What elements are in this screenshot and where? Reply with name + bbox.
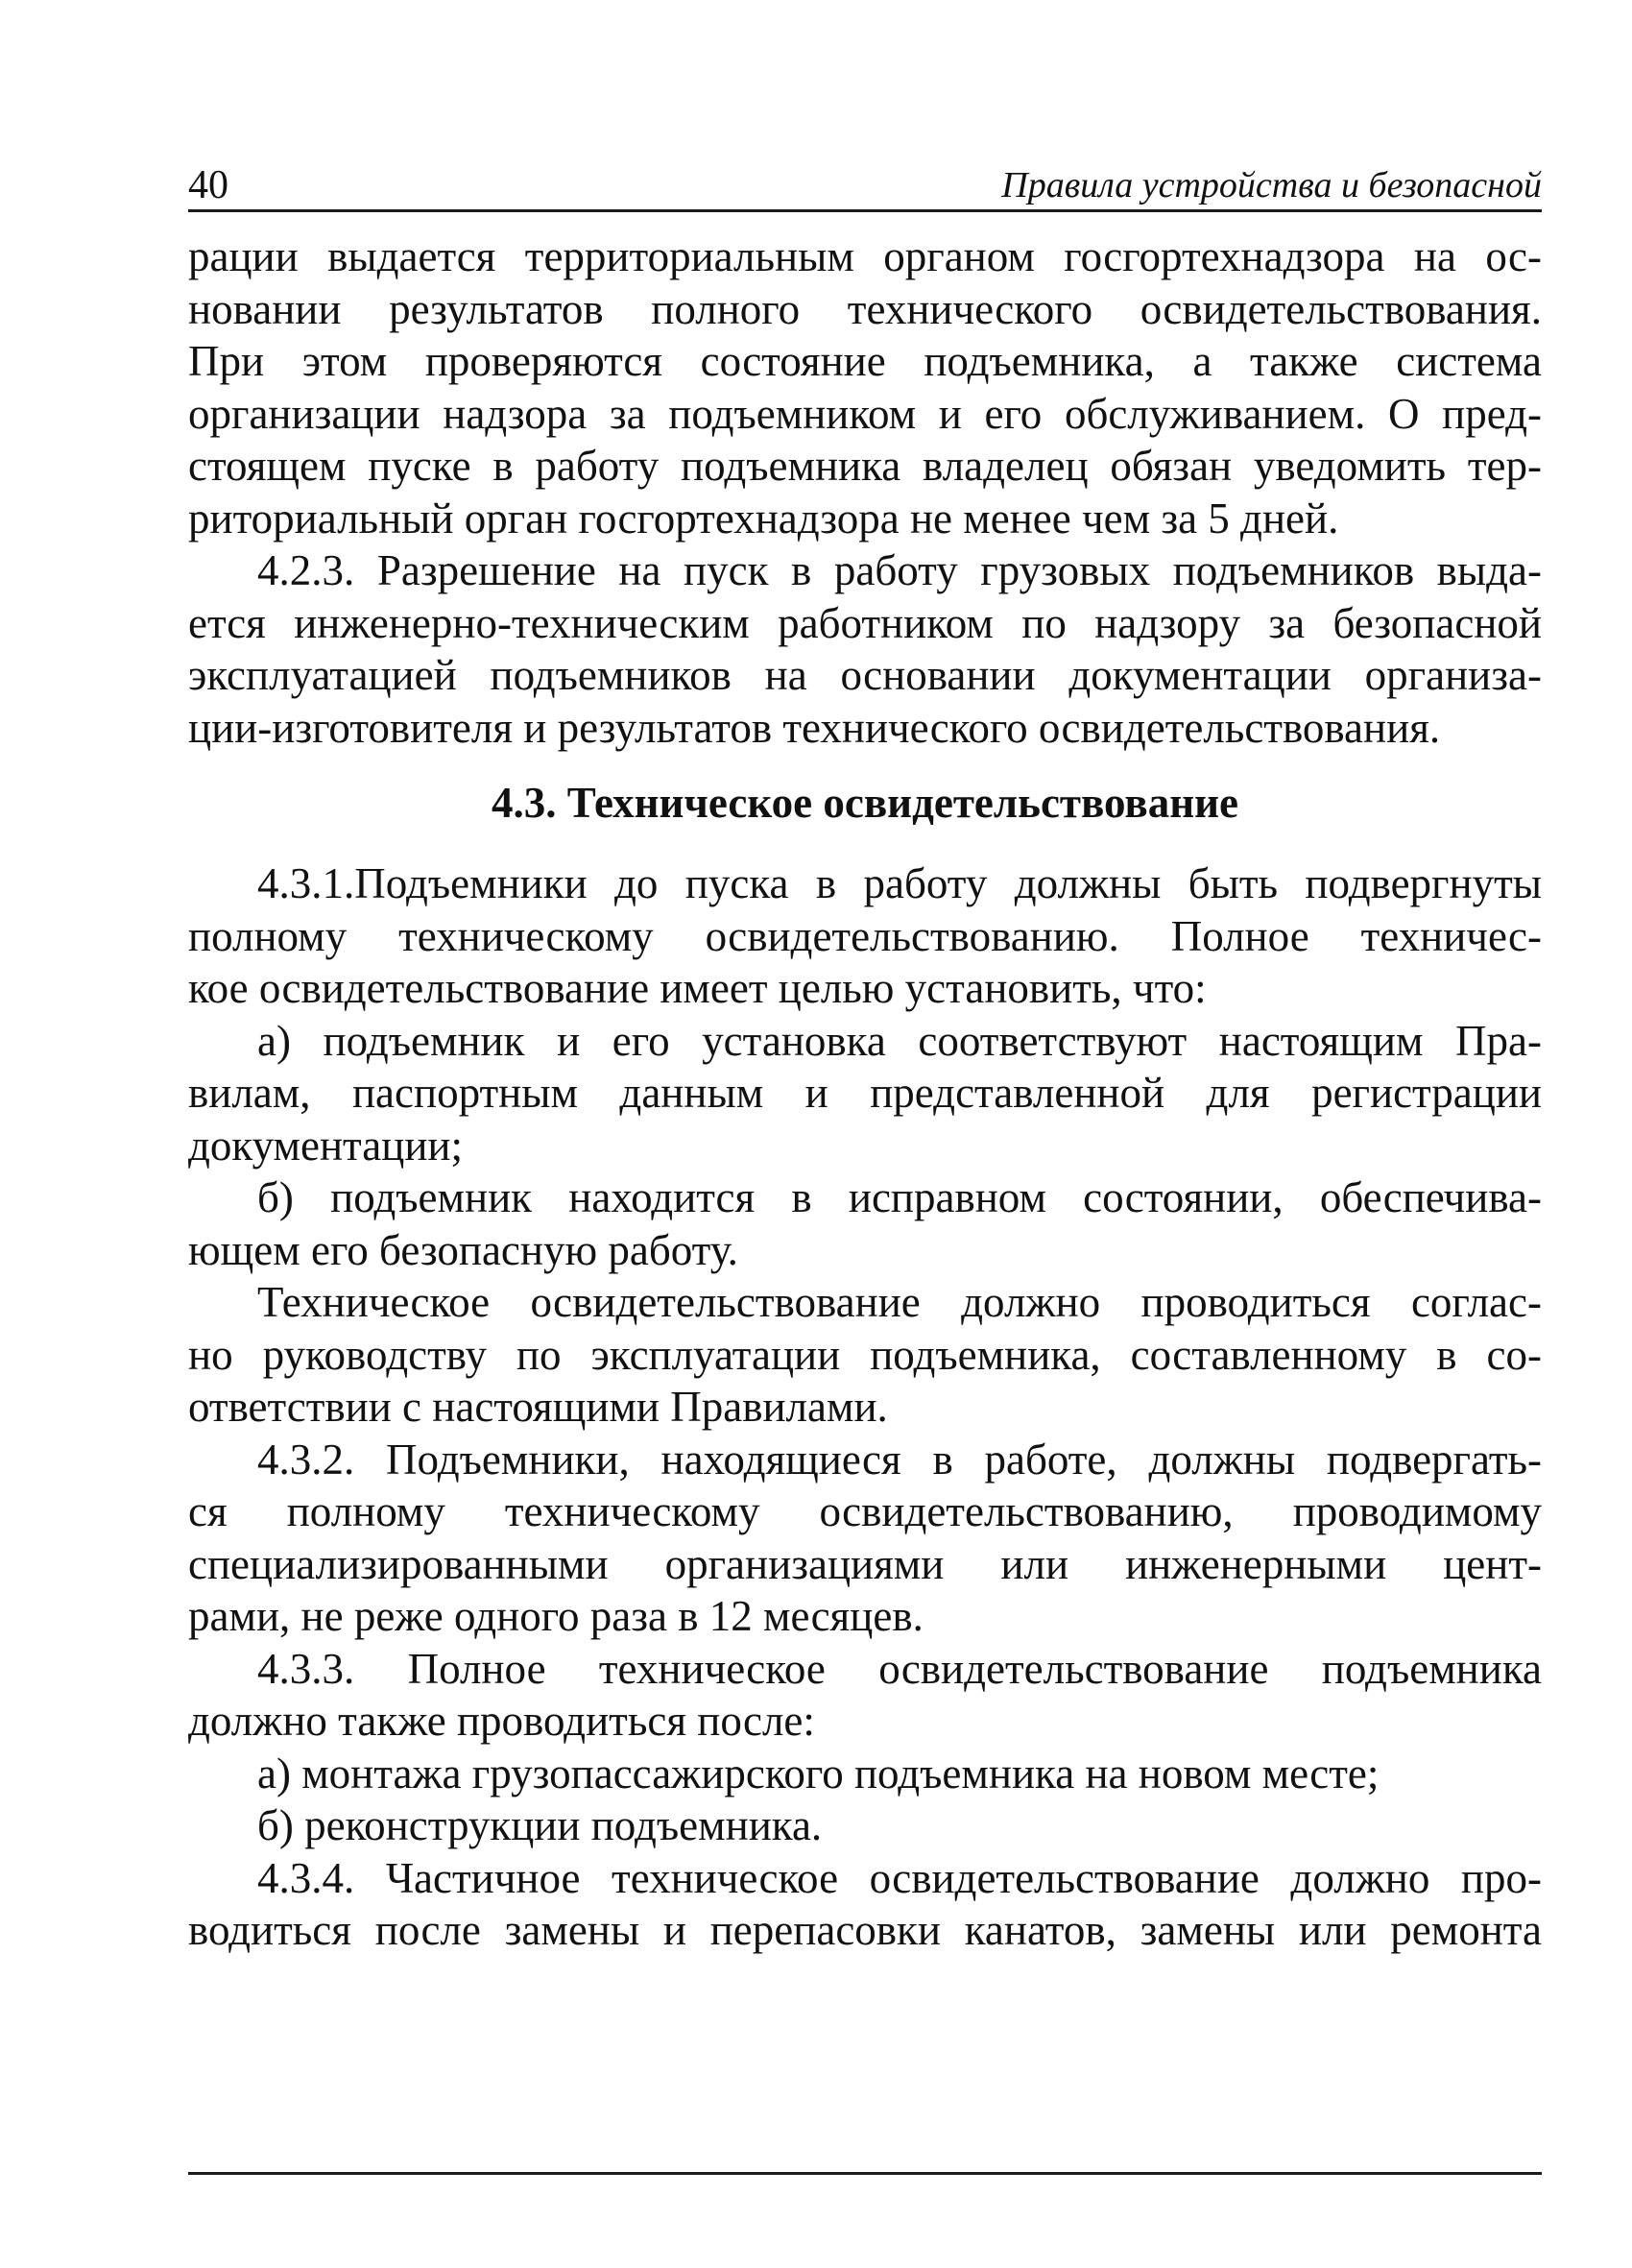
text-line: риториальный орган госгортехнадзора не менее чем за 5 дней.: [188, 494, 1339, 543]
text-line: рами, не реже одного раза в 12 месяцев.: [188, 1592, 924, 1640]
text-line: полному техническому освидетельствованию. Полное техничес-: [188, 911, 1542, 960]
paragraph: [188, 1643, 1542, 1748]
text-line: 4.3.3. Полное техническое освидетельствование подъемника: [257, 1644, 1542, 1693]
text-line: специализированными организациями или инженерными цент-: [188, 1539, 1542, 1588]
running-title: Правила устройства и безопасной: [1001, 165, 1542, 205]
text-line: новании результатов полного технического освидетельствования.: [188, 284, 1542, 333]
paragraph: [188, 857, 1542, 1015]
running-header: [188, 161, 1542, 212]
body-text: [188, 230, 1542, 1957]
text-line: При этом проверяются состояние подъемника, а также система: [188, 337, 1542, 385]
text-line: вилам, паспортным данным и представленной для регистрации: [188, 1069, 1542, 1117]
text-line: ся полному техническому освидетельствованию, проводимому: [188, 1487, 1542, 1535]
text-line: Техническое освидетельствование должно проводиться соглас-: [257, 1278, 1542, 1326]
text-line: 4.3.4. Частичное техническое освидетельствование должно про-: [257, 1853, 1542, 1902]
page-number: 40: [188, 163, 228, 207]
paragraph: [188, 544, 1542, 754]
paragraph: [188, 1434, 1542, 1643]
paragraph: [188, 230, 1542, 544]
text-line: ющем его безопасную работу.: [188, 1225, 738, 1274]
text-line: ответствии с настоящими Правилами.: [188, 1383, 888, 1431]
text-line: а) монтажа грузопассажирского подъемника на новом месте;: [257, 1749, 1380, 1798]
text-line: 4.3.2. Подъемники, находящиеся в работе, должны подвергать-: [257, 1435, 1542, 1484]
text-line: документации;: [188, 1121, 463, 1170]
text-line: но руководству по эксплуатации подъемника, составленному в со-: [188, 1330, 1542, 1379]
paragraph: [188, 1276, 1542, 1434]
paragraph: [188, 1852, 1542, 1957]
text-line: рации выдается территориальным органом госгортехнадзора на ос-: [188, 232, 1542, 280]
paragraph: [188, 1015, 1542, 1172]
text-line: стоящем пуске в работу подъемника владелец обязан уведомить тер-: [188, 442, 1542, 490]
text-line: водиться после замены и перепасовки канатов, замены или ремонта: [188, 1906, 1542, 1954]
text-line: ется инженерно-техническим работником по надзору за безопасной: [188, 598, 1542, 647]
text-line: организации надзора за подъемником и его обслуживанием. О пред-: [188, 389, 1542, 438]
text-line: ции-изготовителя и результатов технического освидетельствования.: [188, 703, 1441, 752]
paragraph: [188, 1171, 1542, 1276]
text-line: должно также проводиться после:: [188, 1697, 815, 1745]
footer-rule: [188, 2172, 1542, 2175]
section-heading: 4.3. Техническое освидетельствование: [491, 779, 1239, 827]
text-line: б) подъемник находится в исправном состоянии, обеспечива-: [257, 1173, 1542, 1221]
text-line: кое освидетельствование имеет целью установить, что:: [188, 964, 1207, 1012]
text-line: эксплуатацией подъемников на основании документации организа-: [188, 651, 1542, 699]
text-line: б) реконструкции подъемника.: [257, 1801, 823, 1849]
paragraph: [188, 1748, 1542, 1800]
text-line: 4.3.1.Подъемники до пуска в работу должны быть подвергнуты: [257, 859, 1542, 907]
paragraph: [188, 1799, 1542, 1852]
text-line: а) подъемник и его установка соответствуют настоящим Пра-: [257, 1016, 1542, 1065]
text-line: 4.2.3. Разрешение на пуск в работу грузовых подъемников выда-: [257, 546, 1542, 594]
